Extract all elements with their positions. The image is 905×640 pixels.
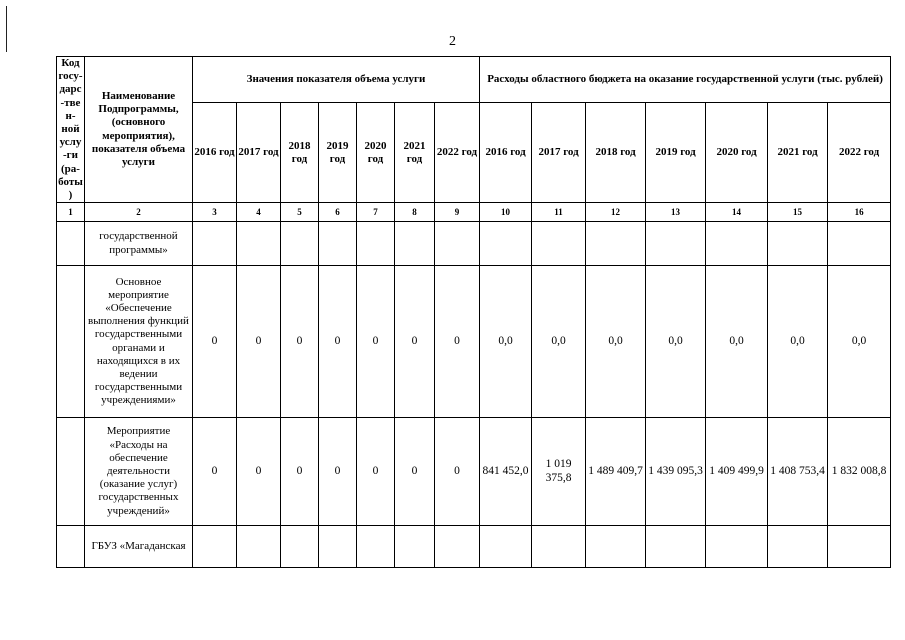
col-number: 5 (281, 203, 319, 222)
volume-year-2016: 2016 год (193, 103, 237, 203)
budget-cell: 0,0 (768, 266, 828, 418)
volume-cell: 0 (357, 418, 395, 526)
volume-cell (237, 222, 281, 266)
budget-cell (586, 526, 646, 568)
volume-year-2022: 2022 год (435, 103, 480, 203)
col-number: 10 (480, 203, 532, 222)
table-row (57, 526, 891, 568)
volume-cell (193, 526, 237, 568)
header-name: Наименование Подпрограммы, (основного мероприятия), показателя объема услуги (85, 57, 193, 203)
volume-cell: 0 (281, 418, 319, 526)
volume-cell (357, 526, 395, 568)
col-number: 8 (395, 203, 435, 222)
volume-cell (357, 222, 395, 266)
volume-cell: 0 (193, 418, 237, 526)
volume-cell (281, 526, 319, 568)
budget-year-2022: 2022 год (828, 103, 891, 203)
budget-cell: 1 019 375,8 (532, 418, 586, 526)
services-table (56, 56, 891, 568)
volume-cell (193, 222, 237, 266)
budget-cell: 0,0 (646, 266, 706, 418)
budget-cell (828, 222, 891, 266)
budget-cell: 0,0 (586, 266, 646, 418)
volume-cell: 0 (395, 266, 435, 418)
row-name: ГБУЗ «Магаданская (85, 526, 193, 568)
header-budget-group: Расходы областного бюджета на оказание государственной услуги (тыс. рублей) (480, 57, 891, 103)
budget-cell (480, 526, 532, 568)
budget-cell: 0,0 (532, 266, 586, 418)
volume-cell: 0 (435, 266, 480, 418)
col-number: 13 (646, 203, 706, 222)
budget-cell (480, 222, 532, 266)
col-number: 12 (586, 203, 646, 222)
budget-cell (646, 526, 706, 568)
row-code (57, 266, 85, 418)
volume-cell: 0 (237, 418, 281, 526)
budget-cell: 0,0 (706, 266, 768, 418)
budget-year-2016: 2016 год (480, 103, 532, 203)
col-number: 16 (828, 203, 891, 222)
volume-cell: 0 (281, 266, 319, 418)
budget-cell: 841 452,0 (480, 418, 532, 526)
col-number: 15 (768, 203, 828, 222)
budget-cell (586, 222, 646, 266)
budget-cell: 0,0 (828, 266, 891, 418)
page-number: 2 (449, 34, 456, 49)
volume-cell: 0 (319, 418, 357, 526)
col-number: 2 (85, 203, 193, 222)
budget-cell (706, 526, 768, 568)
col-number: 6 (319, 203, 357, 222)
volume-cell (237, 526, 281, 568)
volume-cell (435, 222, 480, 266)
volume-cell (395, 526, 435, 568)
volume-year-2020: 2020 год (357, 103, 395, 203)
budget-cell: 1 409 499,9 (706, 418, 768, 526)
col-number: 11 (532, 203, 586, 222)
budget-cell (532, 222, 586, 266)
row-code (57, 418, 85, 526)
column-number-row (57, 203, 891, 222)
col-number: 7 (357, 203, 395, 222)
budget-cell: 0,0 (480, 266, 532, 418)
col-number: 4 (237, 203, 281, 222)
header-row-1 (57, 57, 891, 103)
table-row (57, 222, 891, 266)
row-name: Основное мероприятие «Обеспечение выполнения функций государственными органами и находящихся в их ведении государственными учреждениями» (85, 266, 193, 418)
budget-year-2021: 2021 год (768, 103, 828, 203)
budget-year-2018: 2018 год (586, 103, 646, 203)
col-number: 9 (435, 203, 480, 222)
volume-cell: 0 (237, 266, 281, 418)
budget-cell (532, 526, 586, 568)
table-row (57, 418, 891, 526)
volume-cell (435, 526, 480, 568)
volume-year-2018: 2018 год (281, 103, 319, 203)
table-row (57, 266, 891, 418)
col-number: 14 (706, 203, 768, 222)
volume-cell (319, 526, 357, 568)
volume-cell (395, 222, 435, 266)
col-number: 3 (193, 203, 237, 222)
budget-year-2020: 2020 год (706, 103, 768, 203)
volume-year-2017: 2017 год (237, 103, 281, 203)
volume-cell: 0 (193, 266, 237, 418)
volume-year-2019: 2019 год (319, 103, 357, 203)
budget-year-2019: 2019 год (646, 103, 706, 203)
header-volume-group: Значения показателя объема услуги (193, 57, 480, 103)
volume-year-2021: 2021 год (395, 103, 435, 203)
budget-cell: 1 439 095,3 (646, 418, 706, 526)
volume-cell: 0 (319, 266, 357, 418)
header-code: Код госу-дарс-твен-ной услу-ги (ра-боты) (58, 57, 83, 201)
volume-cell: 0 (395, 418, 435, 526)
budget-cell: 1 408 753,4 (768, 418, 828, 526)
budget-cell: 1 832 008,8 (828, 418, 891, 526)
col-number: 1 (57, 203, 85, 222)
budget-cell (706, 222, 768, 266)
budget-cell: 1 489 409,7 (586, 418, 646, 526)
row-code (57, 526, 85, 568)
volume-cell (281, 222, 319, 266)
budget-year-2017: 2017 год (532, 103, 586, 203)
volume-cell: 0 (357, 266, 395, 418)
volume-cell: 0 (435, 418, 480, 526)
budget-cell (828, 526, 891, 568)
row-code (57, 222, 85, 266)
row-name: государственной программы» (85, 222, 193, 266)
budget-cell (646, 222, 706, 266)
budget-cell (768, 526, 828, 568)
volume-cell (319, 222, 357, 266)
budget-cell (768, 222, 828, 266)
row-name: Мероприятие «Расходы на обеспечение деятельности (оказание услуг) государственных учреждений» (85, 418, 193, 526)
